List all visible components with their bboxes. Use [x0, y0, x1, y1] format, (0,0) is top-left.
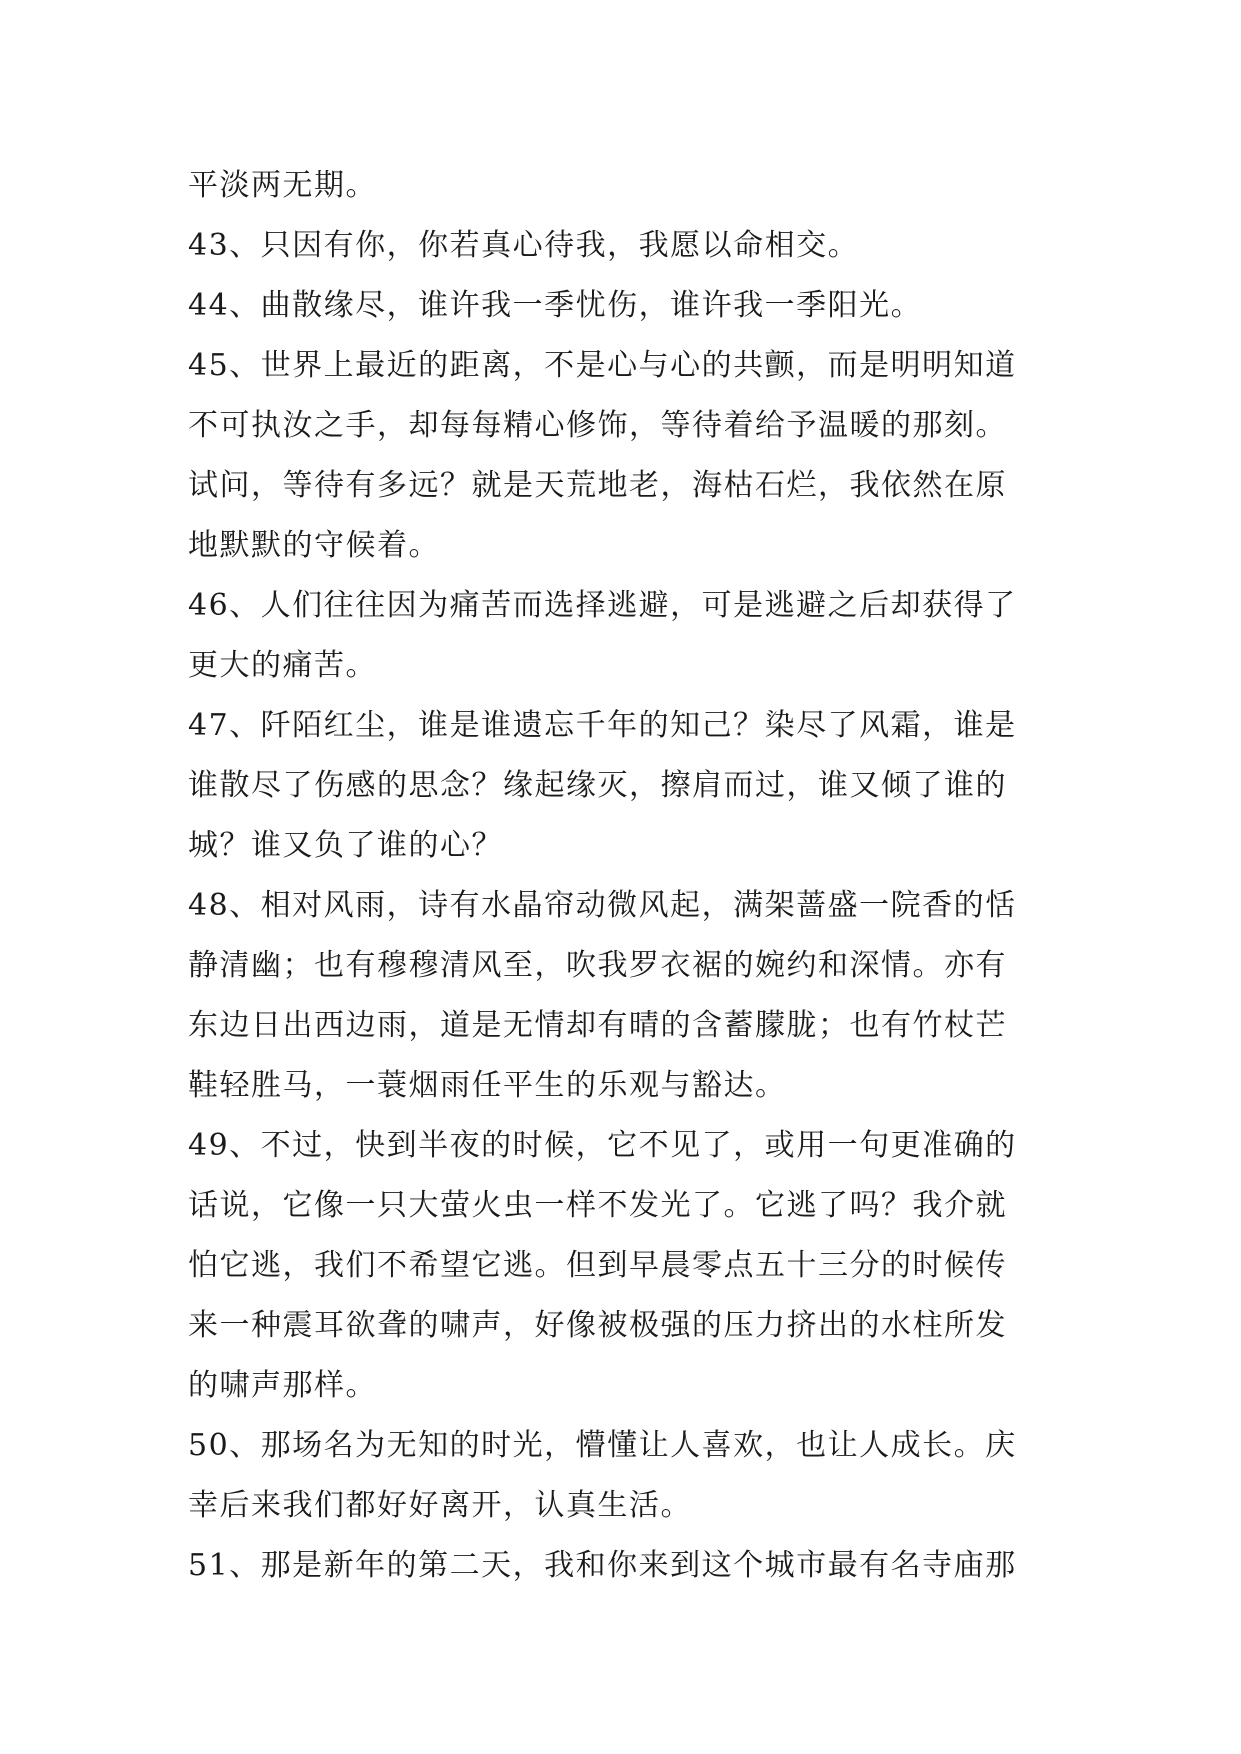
text-line: 46、人们往往因为痛苦而选择逃避，可是逃避之后却获得了: [188, 588, 1017, 623]
text-line: 鞋轻胜马，一蓑烟雨任平生的乐观与豁达。: [188, 1068, 787, 1103]
text-line: 49、不过，快到半夜的时候，它不见了，或用一句更准确的: [188, 1128, 1017, 1163]
text-line: 48、相对风雨，诗有水晶帘动微风起，满架蔷盛一院香的恬: [188, 888, 1017, 923]
text-line: 怕它逃，我们不希望它逃。但到早晨零点五十三分的时候传: [188, 1248, 1007, 1283]
text-line: 试问，等待有多远？就是天荒地老，海枯石烂，我依然在原: [188, 468, 1007, 503]
text-line: 50、那场名为无知的时光，懵懂让人喜欢，也让人成长。庆: [188, 1428, 1017, 1463]
text-line: 44、曲散缘尽，谁许我一季忧伤，谁许我一季阳光。: [188, 288, 923, 323]
text-line: 话说，它像一只大萤火虫一样不发光了。它逃了吗？我介就: [188, 1188, 1007, 1223]
text-line: 更大的痛苦。: [188, 648, 377, 683]
text-line: 45、世界上最近的距离，不是心与心的共颤，而是明明知道: [188, 348, 1017, 383]
text-line: 43、只因有你，你若真心待我，我愿以命相交。: [188, 228, 860, 263]
text-line: 平淡两无期。: [188, 168, 377, 203]
document-body: [188, 156, 1088, 1596]
text-line: 谁散尽了伤感的思念？缘起缘灭，擦肩而过，谁又倾了谁的: [188, 768, 1007, 803]
text-line: 不可执汝之手，却每每精心修饰，等待着给予温暖的那刻。: [188, 408, 1007, 443]
text-line: 静清幽；也有穆穆清风至，吹我罗衣裾的婉约和深情。亦有: [188, 948, 1007, 983]
text-line: 51、那是新年的第二天，我和你来到这个城市最有名寺庙那: [188, 1548, 1017, 1583]
text-line: 城？谁又负了谁的心？: [188, 828, 503, 863]
text-line: 地默默的守候着。: [188, 528, 440, 563]
text-line: 来一种震耳欲聋的啸声，好像被极强的压力挤出的水柱所发: [188, 1308, 1007, 1343]
text-line: 的啸声那样。: [188, 1368, 377, 1403]
text-line: 幸后来我们都好好离开，认真生活。: [188, 1488, 692, 1523]
text-line: 东边日出西边雨，道是无情却有晴的含蓄朦胧；也有竹杖芒: [188, 1008, 1007, 1043]
text-line: 47、阡陌红尘，谁是谁遗忘千年的知己？染尽了风霜，谁是: [188, 708, 1017, 743]
